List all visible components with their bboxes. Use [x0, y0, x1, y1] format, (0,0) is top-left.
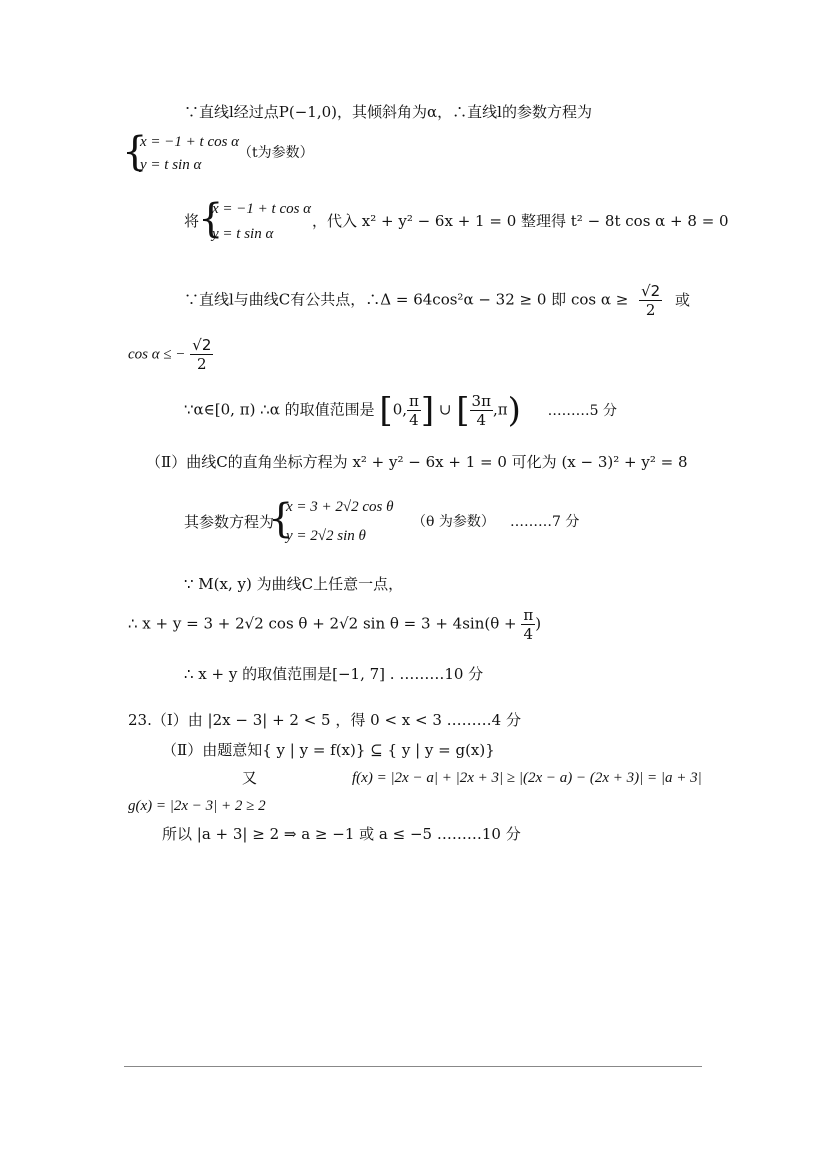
system-1-x: x = −1 + t cos α: [140, 134, 240, 150]
line-11: ∴ x + y 的取值范围是[−1, 7] . ………10 分: [184, 665, 484, 683]
fraction-pi-over-4: [407, 392, 421, 429]
interval-2-end: ,π: [492, 400, 508, 419]
fraction-3pi-over-4: [470, 392, 493, 429]
fraction-numerator: π: [523, 606, 534, 624]
line-5: [128, 336, 213, 373]
line-7: （Ⅱ）曲线C的直角坐标方程为 x² + y² − 6x + 1 = 0 可化为 (x − 3)² + y² = 8: [146, 453, 688, 471]
line-5-text: cos α ≤ −: [128, 346, 186, 363]
fraction-denominator: 2: [645, 301, 656, 319]
bracket-close: ]: [420, 390, 435, 431]
fraction-denominator: 4: [409, 411, 419, 429]
system-3-x: x = 3 + 2√2 cos θ: [286, 499, 394, 515]
line-3-prefix: 将: [184, 212, 200, 230]
q23-you-label: 又: [242, 769, 258, 787]
bracket-open: [: [379, 390, 393, 431]
bracket-open-2: [: [456, 390, 470, 431]
line-8-prefix: 其参数方程为: [184, 513, 275, 531]
line-6: [184, 392, 617, 429]
line-4: [184, 282, 690, 319]
fraction-sqrt2-over-2: [639, 282, 662, 319]
line-4-or: 或: [674, 290, 690, 309]
fraction-numerator: √2: [192, 336, 212, 354]
fraction-pi-over-4-b: [521, 606, 535, 643]
line-10-text: ∴ x + y = 3 + 2√2 cos θ + 2√2 sin θ = 3 + 4sin(θ +: [128, 614, 517, 633]
system-2-x: x = −1 + t cos α: [212, 201, 312, 217]
line-8-note: （θ 为参数）: [412, 514, 495, 530]
interval-1-start: 0,: [392, 400, 407, 419]
paren-close: ): [507, 390, 521, 431]
line-6-text: ∵α∈[0, π) ∴α 的取值范围是: [184, 400, 375, 419]
fraction-numerator: π: [409, 392, 419, 410]
fraction-denominator: 2: [197, 355, 207, 373]
line-4-text: ∵直线l与曲线C有公共点，∴Δ = 64cos²α − 32 ≥ 0 即 cos α ≥: [184, 290, 629, 309]
score-5: ………5 分: [547, 402, 617, 419]
q23-part-2: （Ⅱ）由题意知{ y | y = f(x)} ⊆ { y | y = g(x)}: [162, 741, 495, 759]
brace-system-1: {: [122, 129, 148, 175]
footer-divider: [124, 1066, 702, 1067]
line-10: [128, 606, 541, 643]
union-symbol: ∪: [438, 400, 452, 419]
brace-system-2: {: [198, 196, 224, 242]
q23-g-inequality: g(x) = |2x − 3| + 2 ≥ 2: [128, 798, 266, 814]
q23-part-1: 23.（Ⅰ）由 |2x − 3| + 2 < 5 ，得 0 < x < 3 ………4 分: [128, 711, 521, 729]
fraction-denominator: 4: [523, 625, 534, 643]
fraction-sqrt2-over-2-negative: [190, 336, 213, 373]
line-1: ∵直线l经过点P(−1,0)，其倾斜角为α，∴直线l的参数方程为: [184, 103, 592, 121]
brace-system-3: {: [268, 496, 294, 542]
fraction-numerator: 3π: [471, 392, 491, 410]
line-3-text: ，代入 x² + y² − 6x + 1 = 0 整理得 t² − 8t cos α + 8 = 0: [312, 212, 729, 230]
system-3-y: y = 2√2 sin θ: [286, 528, 366, 544]
system-1-y: y = t sin α: [140, 157, 202, 173]
system-2-y: y = t sin α: [212, 226, 274, 242]
fraction-numerator: √2: [641, 282, 661, 300]
score-7: ………7 分: [510, 514, 580, 530]
q23-conclusion: 所以 |a + 3| ≥ 2 ⇒ a ≥ −1 或 a ≤ −5 ………10 分: [162, 825, 521, 843]
paren-close: ): [535, 614, 542, 633]
fraction-denominator: 4: [476, 411, 486, 429]
q23-f-inequality: f(x) = |2x − a| + |2x + 3| ≥ |(2x − a) − (2x + 3)| = |a + 3|: [352, 770, 702, 786]
line-9: ∵ M(x, y) 为曲线C上任意一点，: [184, 575, 404, 593]
system-1-note: （t为参数）: [238, 145, 314, 161]
